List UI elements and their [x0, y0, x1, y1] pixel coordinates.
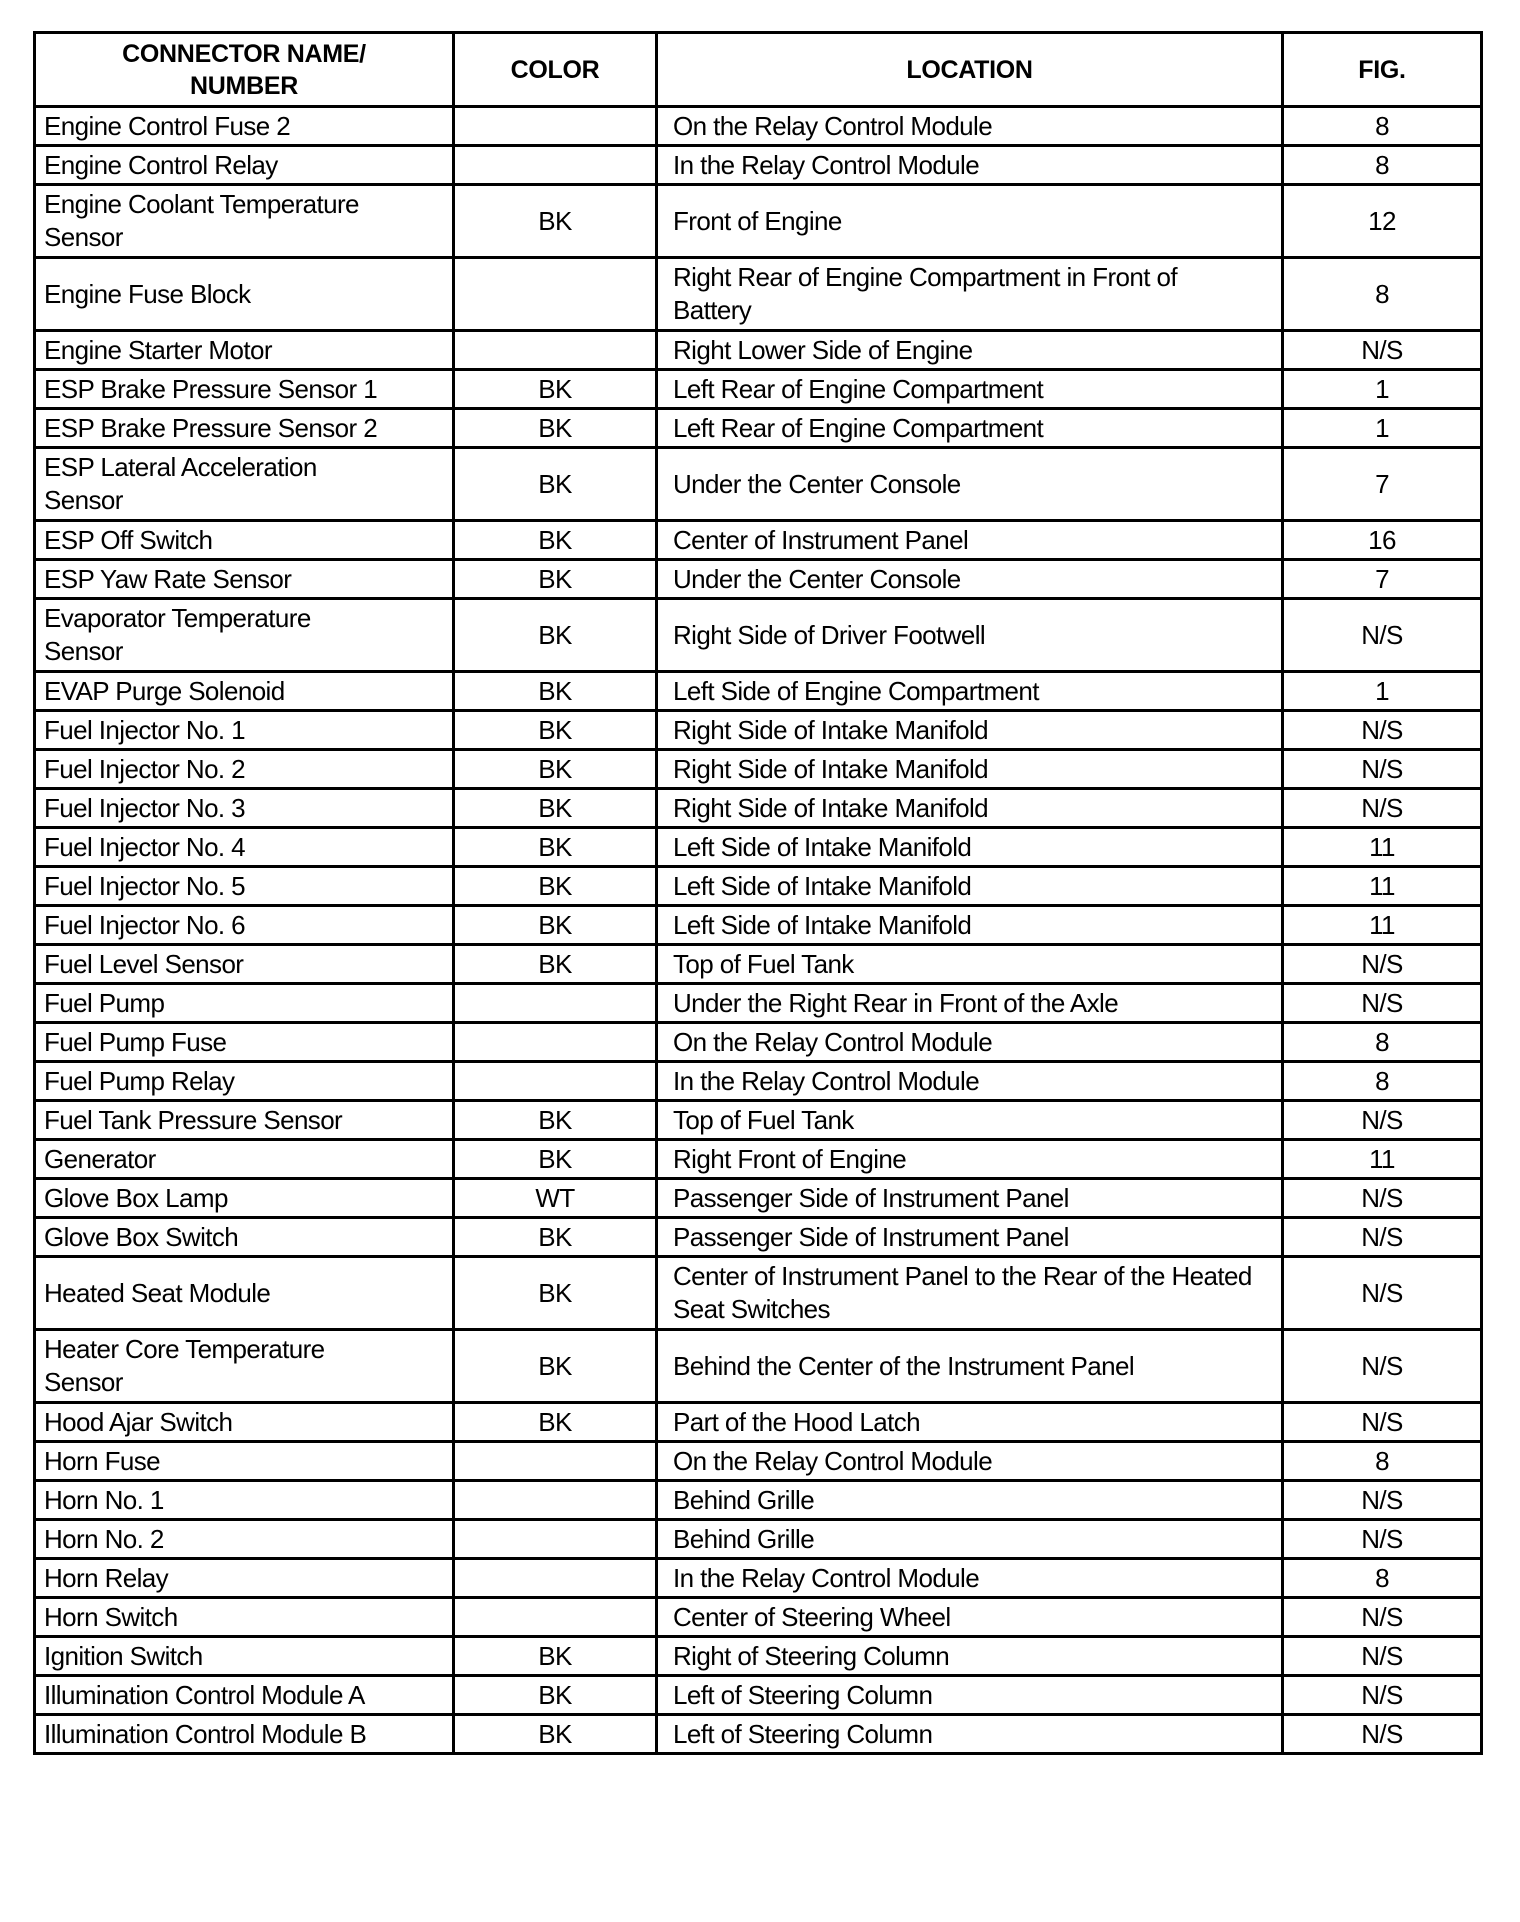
cell-fig: N/S [1283, 1403, 1482, 1442]
cell-fig: 1 [1283, 672, 1482, 711]
cell-location: Passenger Side of Instrument Panel [657, 1218, 1283, 1257]
cell-connector-name: Fuel Injector No. 5 [35, 867, 454, 906]
cell-fig: 11 [1283, 828, 1482, 867]
table-row [35, 945, 1482, 984]
cell-color: BK [454, 828, 657, 867]
cell-connector-name: Evaporator Temperature Sensor [35, 599, 454, 672]
cell-location: Part of the Hood Latch [657, 1403, 1283, 1442]
cell-color: BK [454, 1676, 657, 1715]
cell-color: BK [454, 906, 657, 945]
cell-color: BK [454, 185, 657, 258]
cell-location: Left Side of Intake Manifold [657, 828, 1283, 867]
cell-color [454, 984, 657, 1023]
table-row [35, 146, 1482, 185]
cell-color [454, 146, 657, 185]
table-row [35, 1403, 1482, 1442]
cell-connector-name: ESP Brake Pressure Sensor 2 [35, 409, 454, 448]
table-row [35, 1062, 1482, 1101]
cell-fig: 8 [1283, 146, 1482, 185]
cell-connector-name: Engine Starter Motor [35, 331, 454, 370]
cell-color: BK [454, 560, 657, 599]
cell-color: BK [454, 1218, 657, 1257]
cell-color: BK [454, 409, 657, 448]
cell-color: BK [454, 1257, 657, 1330]
cell-location: Left Rear of Engine Compartment [657, 409, 1283, 448]
cell-fig: 1 [1283, 370, 1482, 409]
cell-location: Under the Center Console [657, 448, 1283, 521]
cell-connector-name: ESP Lateral Acceleration Sensor [35, 448, 454, 521]
table-row [35, 258, 1482, 331]
table-row [35, 1715, 1482, 1754]
cell-fig: N/S [1283, 945, 1482, 984]
cell-location: In the Relay Control Module [657, 1062, 1283, 1101]
table-row [35, 1442, 1482, 1481]
cell-connector-name: Fuel Level Sensor [35, 945, 454, 984]
cell-location: Behind the Center of the Instrument Panel [657, 1330, 1283, 1403]
table-row [35, 370, 1482, 409]
cell-connector-name: Horn No. 2 [35, 1520, 454, 1559]
cell-location: Right Side of Intake Manifold [657, 750, 1283, 789]
table-row [35, 185, 1482, 258]
cell-location: On the Relay Control Module [657, 1442, 1283, 1481]
cell-color: BK [454, 1140, 657, 1179]
cell-color: BK [454, 711, 657, 750]
cell-connector-name: Ignition Switch [35, 1637, 454, 1676]
cell-connector-name: Heater Core Temperature Sensor [35, 1330, 454, 1403]
cell-connector-name: Hood Ajar Switch [35, 1403, 454, 1442]
cell-location: Right Rear of Engine Compartment in Front of Battery [657, 258, 1283, 331]
cell-fig: N/S [1283, 1520, 1482, 1559]
cell-color: BK [454, 599, 657, 672]
cell-connector-name: ESP Brake Pressure Sensor 1 [35, 370, 454, 409]
cell-connector-name: Fuel Pump Fuse [35, 1023, 454, 1062]
cell-location: Right Front of Engine [657, 1140, 1283, 1179]
table-row [35, 1676, 1482, 1715]
cell-connector-name: Glove Box Switch [35, 1218, 454, 1257]
cell-fig: N/S [1283, 1676, 1482, 1715]
cell-color: BK [454, 1330, 657, 1403]
cell-color: BK [454, 867, 657, 906]
cell-fig: N/S [1283, 1218, 1482, 1257]
cell-fig: N/S [1283, 984, 1482, 1023]
table-row [35, 331, 1482, 370]
table-row [35, 828, 1482, 867]
cell-location: Behind Grille [657, 1481, 1283, 1520]
cell-fig: 11 [1283, 906, 1482, 945]
cell-location: Left of Steering Column [657, 1676, 1283, 1715]
cell-fig: N/S [1283, 1598, 1482, 1637]
cell-color: BK [454, 1715, 657, 1754]
table-row [35, 1481, 1482, 1520]
table-row [35, 1218, 1482, 1257]
cell-fig: N/S [1283, 1330, 1482, 1403]
table-row [35, 867, 1482, 906]
cell-color: BK [454, 789, 657, 828]
table-row [35, 409, 1482, 448]
cell-location: Top of Fuel Tank [657, 1101, 1283, 1140]
table-row [35, 1559, 1482, 1598]
cell-location: Left Side of Intake Manifold [657, 906, 1283, 945]
cell-fig: 16 [1283, 521, 1482, 560]
cell-location: Front of Engine [657, 185, 1283, 258]
cell-fig: 1 [1283, 409, 1482, 448]
cell-connector-name: Engine Coolant Temperature Sensor [35, 185, 454, 258]
cell-fig: 12 [1283, 185, 1482, 258]
cell-fig: N/S [1283, 789, 1482, 828]
table-row [35, 1140, 1482, 1179]
table-row [35, 906, 1482, 945]
cell-connector-name: ESP Off Switch [35, 521, 454, 560]
table-row [35, 1520, 1482, 1559]
cell-connector-name: Engine Control Fuse 2 [35, 107, 454, 146]
table-row [35, 984, 1482, 1023]
cell-color [454, 1442, 657, 1481]
cell-fig: 11 [1283, 867, 1482, 906]
cell-connector-name: Glove Box Lamp [35, 1179, 454, 1218]
table-row [35, 1023, 1482, 1062]
table-row [35, 1598, 1482, 1637]
cell-fig: 8 [1283, 1023, 1482, 1062]
table-row [35, 448, 1482, 521]
cell-location: Left Side of Engine Compartment [657, 672, 1283, 711]
table-row [35, 1637, 1482, 1676]
cell-connector-name: Engine Control Relay [35, 146, 454, 185]
cell-location: Left of Steering Column [657, 1715, 1283, 1754]
cell-location: Passenger Side of Instrument Panel [657, 1179, 1283, 1218]
cell-connector-name: Fuel Injector No. 1 [35, 711, 454, 750]
table-header-row [35, 33, 1482, 107]
cell-connector-name: Fuel Injector No. 2 [35, 750, 454, 789]
cell-color [454, 1598, 657, 1637]
cell-location: On the Relay Control Module [657, 1023, 1283, 1062]
header-connector-name-label: CONNECTOR NAME/ NUMBER [122, 39, 366, 100]
cell-color [454, 1481, 657, 1520]
cell-connector-name: Engine Fuse Block [35, 258, 454, 331]
cell-color: BK [454, 370, 657, 409]
cell-color: BK [454, 448, 657, 521]
table-row [35, 711, 1482, 750]
cell-connector-name: EVAP Purge Solenoid [35, 672, 454, 711]
cell-location: Left Rear of Engine Compartment [657, 370, 1283, 409]
table-row [35, 599, 1482, 672]
header-color: COLOR [454, 33, 657, 107]
cell-connector-name: Horn Relay [35, 1559, 454, 1598]
table-row [35, 1330, 1482, 1403]
cell-fig: 7 [1283, 560, 1482, 599]
cell-color: BK [454, 1101, 657, 1140]
cell-color [454, 258, 657, 331]
cell-location: Center of Instrument Panel to the Rear of the Heated Seat Switches [657, 1257, 1283, 1330]
cell-connector-name: Fuel Tank Pressure Sensor [35, 1101, 454, 1140]
cell-location: Under the Right Rear in Front of the Axle [657, 984, 1283, 1023]
cell-location: In the Relay Control Module [657, 146, 1283, 185]
cell-color [454, 1023, 657, 1062]
cell-connector-name: Horn Fuse [35, 1442, 454, 1481]
cell-fig: 11 [1283, 1140, 1482, 1179]
table-body [35, 107, 1482, 1754]
cell-color: BK [454, 1637, 657, 1676]
connector-location-table [33, 31, 1483, 1755]
cell-location: Behind Grille [657, 1520, 1283, 1559]
cell-fig: 8 [1283, 1442, 1482, 1481]
cell-fig: N/S [1283, 711, 1482, 750]
table-row [35, 1179, 1482, 1218]
cell-color [454, 1559, 657, 1598]
cell-fig: 8 [1283, 1062, 1482, 1101]
cell-fig: 8 [1283, 258, 1482, 331]
header-connector-name [35, 33, 454, 107]
cell-color: BK [454, 945, 657, 984]
cell-connector-name: Heated Seat Module [35, 1257, 454, 1330]
cell-location: Right Side of Intake Manifold [657, 711, 1283, 750]
cell-location: On the Relay Control Module [657, 107, 1283, 146]
table-row [35, 1257, 1482, 1330]
cell-location: Left Side of Intake Manifold [657, 867, 1283, 906]
cell-fig: N/S [1283, 1715, 1482, 1754]
cell-fig: N/S [1283, 1101, 1482, 1140]
cell-fig: N/S [1283, 331, 1482, 370]
cell-fig: N/S [1283, 1481, 1482, 1520]
cell-connector-name: Fuel Pump [35, 984, 454, 1023]
table-row [35, 789, 1482, 828]
table-row [35, 750, 1482, 789]
cell-fig: N/S [1283, 599, 1482, 672]
cell-connector-name: Fuel Injector No. 6 [35, 906, 454, 945]
cell-color [454, 107, 657, 146]
table-row [35, 560, 1482, 599]
cell-fig: 7 [1283, 448, 1482, 521]
cell-location: Center of Instrument Panel [657, 521, 1283, 560]
cell-color [454, 1062, 657, 1101]
cell-color [454, 1520, 657, 1559]
cell-connector-name: Generator [35, 1140, 454, 1179]
cell-location: Right of Steering Column [657, 1637, 1283, 1676]
cell-color [454, 331, 657, 370]
cell-color: BK [454, 750, 657, 789]
cell-connector-name: Horn No. 1 [35, 1481, 454, 1520]
cell-location: Right Side of Driver Footwell [657, 599, 1283, 672]
table-row [35, 521, 1482, 560]
cell-fig: N/S [1283, 1637, 1482, 1676]
cell-location: Right Side of Intake Manifold [657, 789, 1283, 828]
cell-color: BK [454, 1403, 657, 1442]
table-row [35, 107, 1482, 146]
cell-color: BK [454, 672, 657, 711]
cell-fig: 8 [1283, 107, 1482, 146]
cell-color: WT [454, 1179, 657, 1218]
cell-connector-name: Fuel Pump Relay [35, 1062, 454, 1101]
cell-location: Right Lower Side of Engine [657, 331, 1283, 370]
cell-color: BK [454, 521, 657, 560]
table-row [35, 672, 1482, 711]
cell-connector-name: Illumination Control Module A [35, 1676, 454, 1715]
cell-fig: N/S [1283, 750, 1482, 789]
cell-connector-name: Illumination Control Module B [35, 1715, 454, 1754]
cell-connector-name: Horn Switch [35, 1598, 454, 1637]
header-fig: FIG. [1283, 33, 1482, 107]
table-row [35, 1101, 1482, 1140]
cell-fig: N/S [1283, 1257, 1482, 1330]
cell-location: In the Relay Control Module [657, 1559, 1283, 1598]
cell-connector-name: Fuel Injector No. 4 [35, 828, 454, 867]
cell-location: Center of Steering Wheel [657, 1598, 1283, 1637]
cell-fig: N/S [1283, 1179, 1482, 1218]
header-location: LOCATION [657, 33, 1283, 107]
cell-location: Top of Fuel Tank [657, 945, 1283, 984]
cell-fig: 8 [1283, 1559, 1482, 1598]
cell-location: Under the Center Console [657, 560, 1283, 599]
cell-connector-name: Fuel Injector No. 3 [35, 789, 454, 828]
cell-connector-name: ESP Yaw Rate Sensor [35, 560, 454, 599]
